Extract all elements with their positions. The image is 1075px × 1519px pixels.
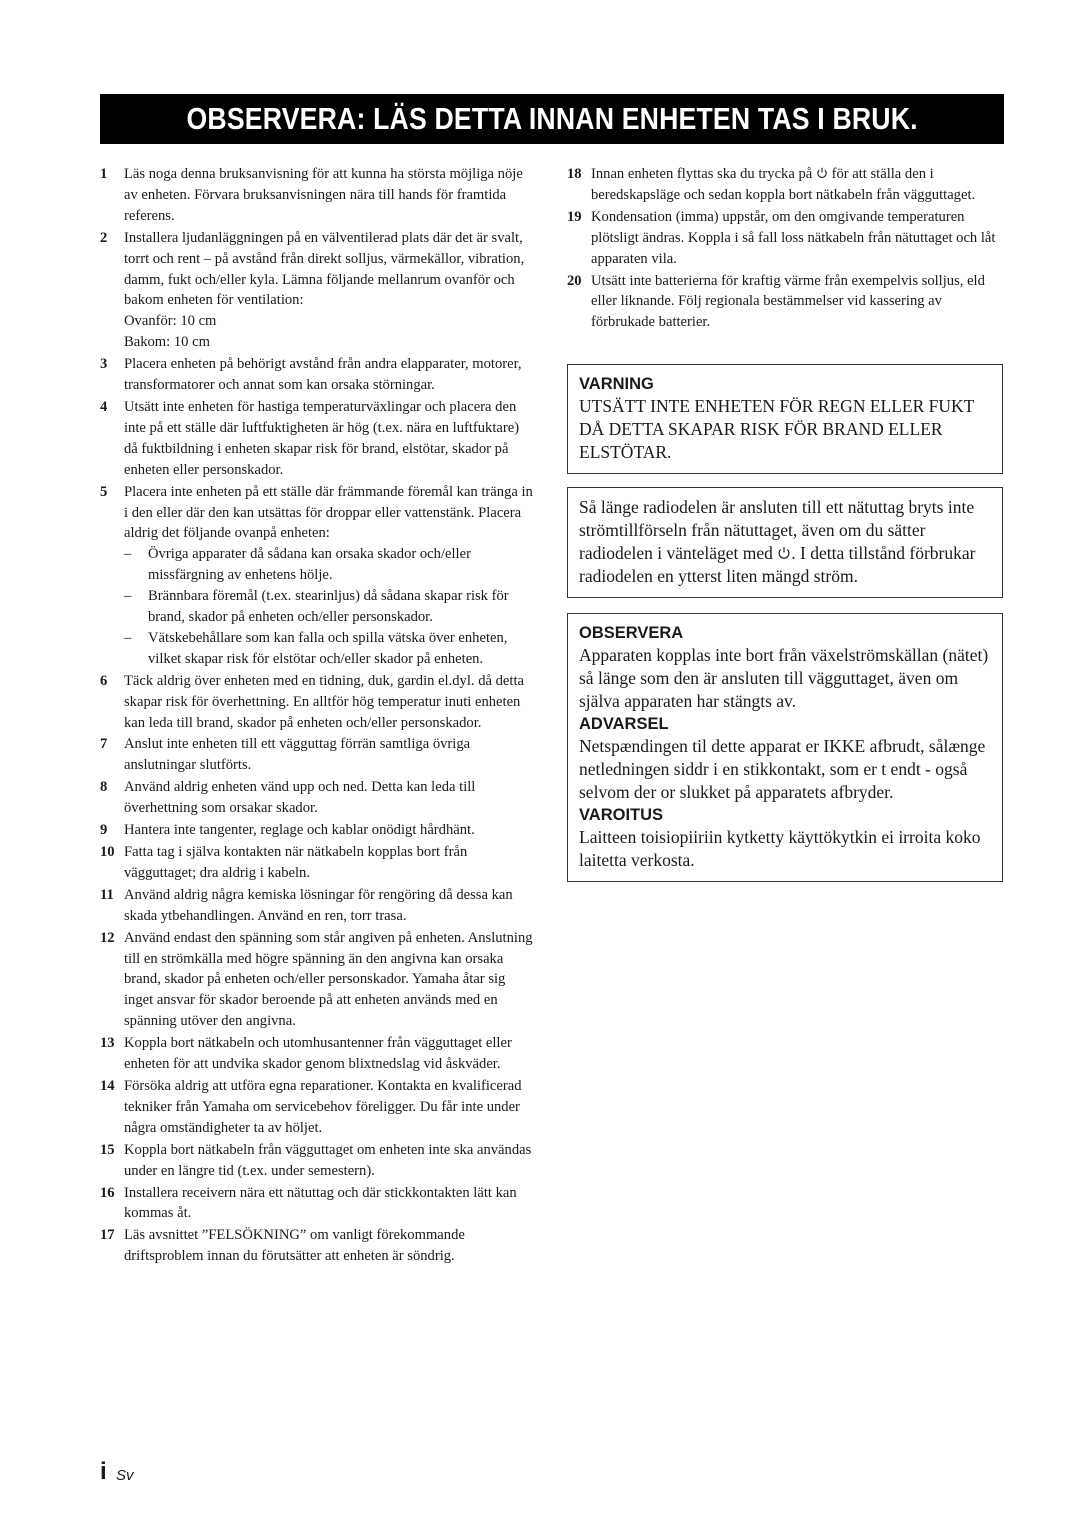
item-number: 16 [100,1184,115,1201]
advarsel-heading: ADVARSEL [579,715,669,733]
dash-bullet: – [124,588,132,605]
item-number: 2 [100,229,108,246]
advarsel-text: Netspændingen til dette apparat er IKKE afbrudt, sålænge netledningen siddr i en stikkontakt, som er t endt - også selvom der or slukket på apparatets afbryder. [579,736,986,802]
item-text: Koppla bort nätkabeln från vägguttaget om enheten inte ska användas under en längre tid (t.ex. under semestern). [124,1141,532,1179]
header-bar [100,94,1004,144]
sub-item-text: Övriga apparater då sådana kan orsaka skador och/eller missfärgning av enhetens hölje. [148,546,471,584]
varoitus-text: Laitteen toisiopiiriin kytketty käyttökytkin ei irroita koko laitetta verkosta. [579,827,981,870]
warning-heading: VARNING [579,375,654,393]
item-number: 5 [100,483,108,500]
item-number: 3 [100,356,108,373]
item-number: 19 [567,208,582,225]
item-number: 14 [100,1077,115,1094]
item-number: 7 [100,736,108,753]
list-item [100,777,536,819]
standby-text-continued: . I detta tillstånd förbrukar radiodelen en ytterst liten mängd ström. [579,543,976,586]
right-column [567,164,1003,334]
sub-item [124,628,536,670]
list-item [100,1225,536,1267]
item-text: Koppla bort nätkabeln och utomhusantenner från vägguttaget eller enheten för att undvika skador genom blixtnedslag vid åskväder. [124,1035,512,1073]
item-text: Hantera inte tangenter, reglage och kablar onödigt hårdhänt. [124,822,475,839]
item-text: Läs noga denna bruksanvisning för att kunna ha största möjliga nöje av enheten. Förvara bruksanvisningen nära till hands för framtida referens. [124,166,523,224]
warning-box [567,364,1003,474]
sub-item-text: Brännbara föremål (t.ex. stearinljus) då sådana skapar risk för brand, skador på enheten och/eller personskador. [148,588,509,626]
list-item [100,820,536,841]
list-item [100,885,536,927]
item-number: 20 [567,272,582,289]
list-item [100,164,536,227]
item-number: 12 [100,929,115,946]
item-number: 4 [100,398,108,415]
item-number: 15 [100,1141,115,1158]
item-text-continued: för att ställa den i beredskapsläge och sedan koppla bort nätkabeln från vägguttaget. [591,166,976,203]
item-text: Täck aldrig över enheten med en tidning, duk, gardin el.dyl. då detta skapar risk för överhettning. En alltför hög temperatur inuti enheten kan leda till brand, skador på enheten och/eller personskador. [124,672,524,731]
list-item [100,228,536,353]
warning-text: UTSÄTT INTE ENHETEN FÖR REGN ELLER FUKT DÅ DETTA SKAPAR RISK FÖR BRAND ELLER ELSTÖTAR. [579,396,975,462]
page-title: OBSERVERA: LÄS DETTA INNAN ENHETEN TAS I BRUK. [186,101,918,136]
multilingual-notice-box [567,613,1003,882]
item-text: Placera inte enheten på ett ställe där främmande föremål kan tränga in i den eller där den kan utsättas för droppar eller vattenstänk. Placera aldrig det följande ovanpå enheten: [124,483,533,542]
item-number: 1 [100,166,108,182]
item-text: Utsätt inte batterierna för kraftig värme från exempelvis solljus, eld eller liknande. Följ regionala bestämmelser vid kassering av förbrukade batterier. [591,272,985,331]
power-standby-icon [816,167,828,179]
varoitus-heading: VAROITUS [579,806,664,824]
page-number: i [100,1458,107,1485]
observera-heading: OBSERVERA [579,624,684,642]
item-text: Anslut inte enheten till ett vägguttag förrän samtliga övriga anslutningar slutförts. [124,736,471,774]
item-text: Använd aldrig enheten vänd upp och ned. Detta kan leda till överhettning som orsakar skador. [124,779,476,817]
item-text: Installera ljudanläggningen på en välventilerad plats där det är svalt, torrt och rent – på avstånd från direkt solljus, värmekällor, vibration, damm, fukt och/eller kyla. Lämna följande mellanrum ovanför och bakom enheten för ventilation: [124,229,525,309]
list-item [567,271,1003,334]
item-text: Installera receivern nära ett nätuttag och där stickkontakten lätt kan kommas åt. [124,1184,517,1222]
item-text: Innan enheten flyttas ska du trycka på [591,166,813,182]
list-item [100,734,536,776]
list-item [100,397,536,481]
dash-bullet: – [124,629,132,646]
item-text: Försöka aldrig att utföra egna reparationer. Kontakta en kvalificerad tekniker från Yamaha om servicebehov föreligger. Du får inte under några omständigheter ta av höljet. [124,1077,522,1136]
item-text: Använd endast den spänning som står angiven på enheten. Anslutning till en strömkälla med högre spänning än den angivna kan orsaka brand, skador på enheten och/eller personskador. Yamaha åtar sig inget ansvar för skador beroende på att enheten används med en spänning utöver den angivna. [124,929,533,1030]
observera-text: Apparaten kopplas inte bort från växelströmskällan (nätet) så länge som den är ansluten till vägguttaget, även om själva apparaten har stängts av. [579,645,989,711]
item-number: 13 [100,1035,115,1052]
list-item [100,928,536,1033]
item-number: 18 [567,166,582,182]
item-text: Utsätt inte enheten för hastiga temperaturväxlingar och placera den inte på ett ställe där luftfuktigheten är hög (t.ex. nära en luftfuktare) då fuktbildning i enheten skapar risk för brand, elstötar, skador på enheten eller personskador. [124,398,520,478]
item-number: 11 [100,886,114,903]
item-text: Placera enheten på behörigt avstånd från andra elapparater, motorer, transformatorer och annat som kan orsaka störningar. [124,356,522,394]
list-item [100,1076,536,1139]
sub-item-text: Vätskebehållare som kan falla och spilla vätska över enheten, vilket skapar risk för elstötar och/eller skador på enheten. [148,629,508,667]
item-number: 17 [100,1227,115,1244]
standby-notice-box [567,487,1003,598]
ventilation-above: Ovanför: 10 cm [124,313,217,330]
item-text: Kondensation (imma) uppstår, om den omgivande temperaturen plötsligt ändras. Koppla i så fall loss nätkabeln från nätuttaget och låt apparaten vila. [591,208,996,267]
list-item [567,164,1003,206]
item-number: 10 [100,844,115,860]
list-item [100,1140,536,1182]
item-text: Läs avsnittet ”FELSÖKNING” om vanligt förekommande driftsproblem innan du förutsätter att enheten är söndrig. [124,1227,465,1265]
list-item [100,1033,536,1075]
item-number: 8 [100,779,108,796]
ventilation-behind: Bakom: 10 cm [124,334,210,351]
list-item [100,1183,536,1225]
list-item [100,842,536,884]
power-standby-icon [777,546,791,560]
item-number: 9 [100,822,108,839]
sub-item [124,544,536,586]
standby-text: Så länge radiodelen är ansluten till ett nätuttag bryts inte strömtillförseln från nätuttaget, även om du sätter radiodelen i vänteläget med [579,497,975,563]
sub-item [124,586,536,628]
list-item [100,354,536,396]
list-item [100,482,536,670]
left-column [100,164,536,1268]
dash-bullet: – [124,546,132,563]
list-item [567,207,1003,270]
language-code: Sv [116,1467,134,1484]
item-text: Använd aldrig några kemiska lösningar för rengöring då dessa kan skada ytbehandlingen. Använd en ren, torr trasa. [124,886,513,924]
item-number: 6 [100,672,108,689]
item-text: Fatta tag i själva kontakten när nätkabeln kopplas bort från vägguttaget; dra aldrig i kabeln. [124,844,468,881]
list-item [100,671,536,734]
